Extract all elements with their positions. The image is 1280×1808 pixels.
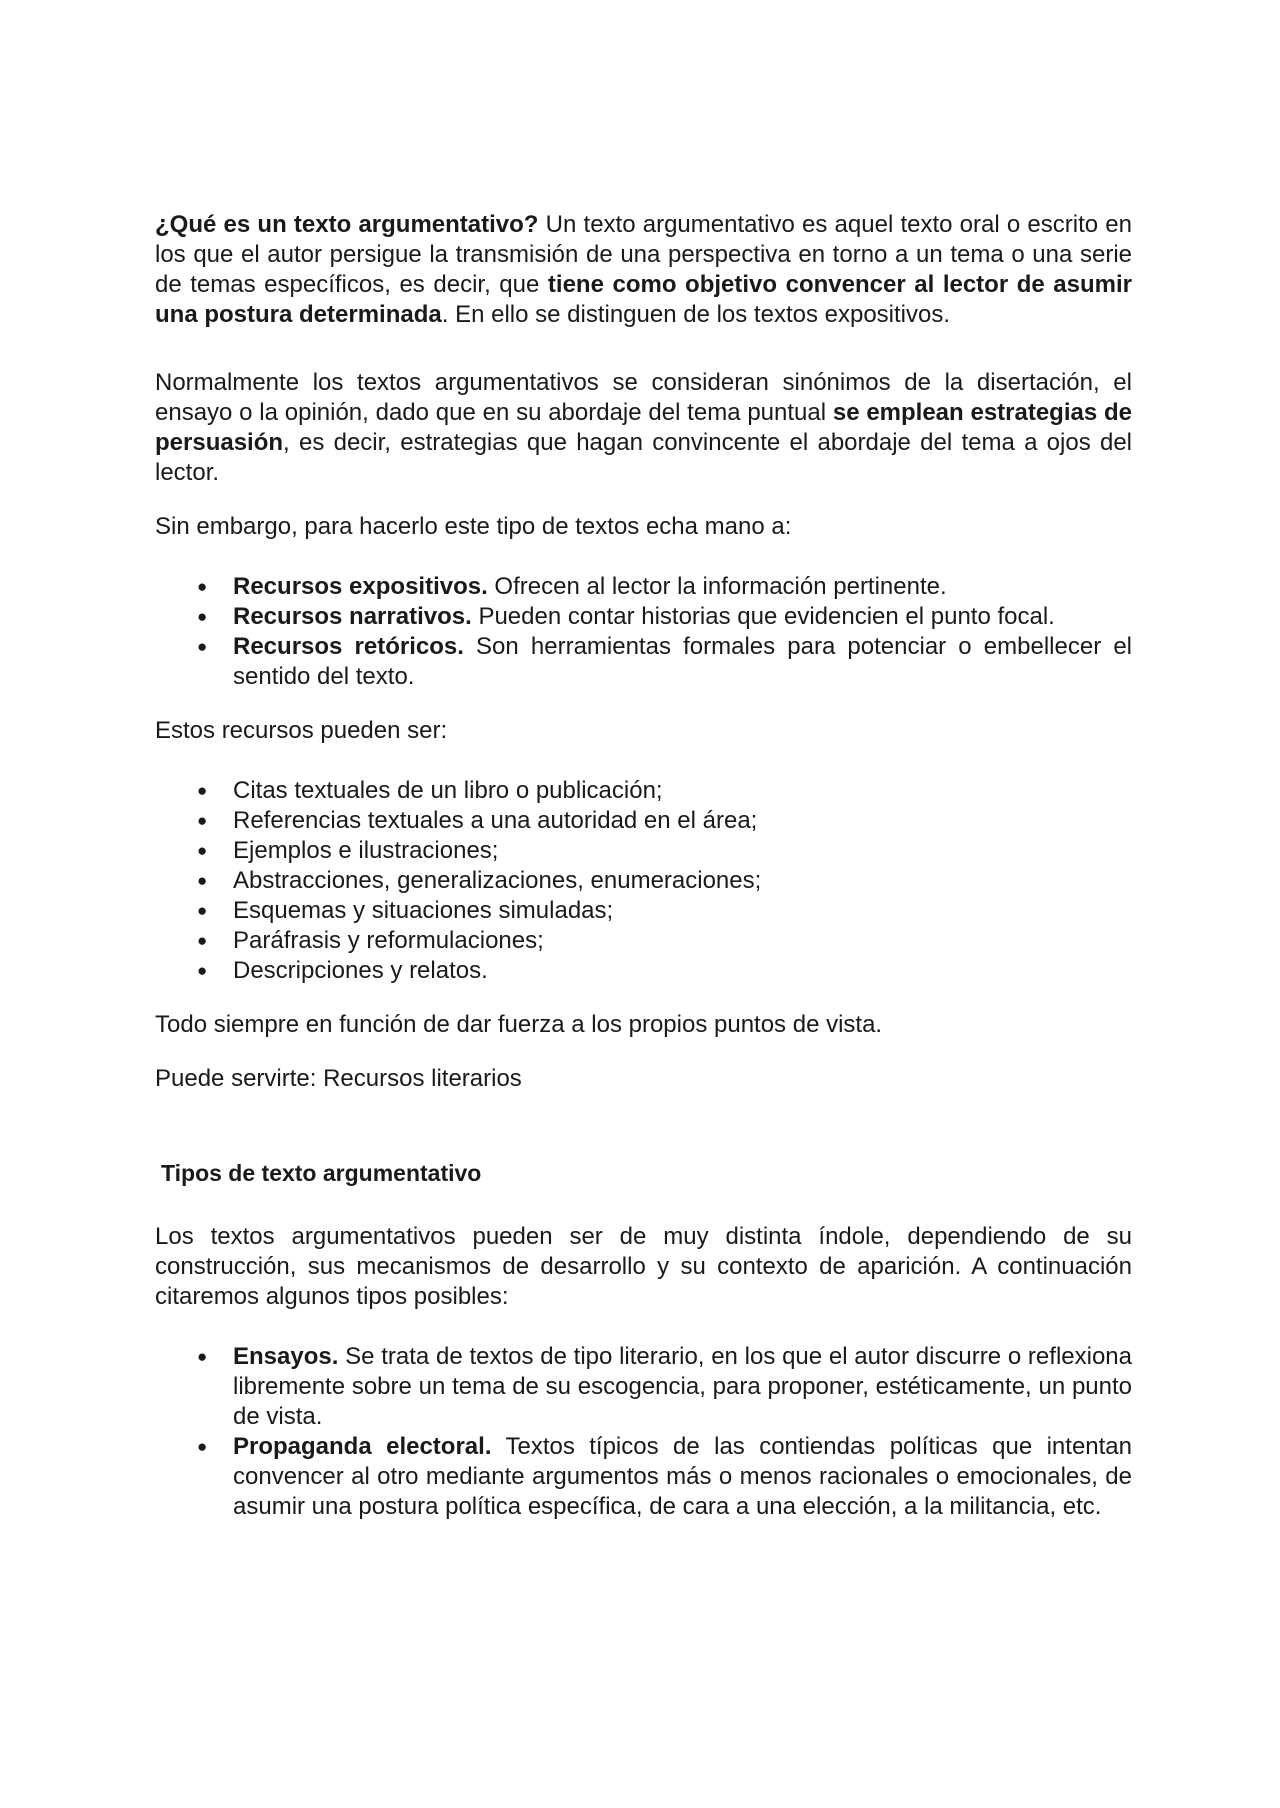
bullet: ● [197, 931, 208, 950]
list-item: ● Recursos narrativos. Pueden contar historias que evidencien el punto focal. [197, 603, 1055, 630]
bullet: ● [197, 1437, 208, 1456]
persuasion-paragraph: Normalmente los textos argumentativos se consideran sinónimos de la disertación, el ensayo o la opinión, dado que en su abordaje del tema puntual se emplean estrategias de persuasión, es decir, estrategias que hagan convincente el abordaje del tema a ojos del lector. [155, 369, 1132, 486]
intro-question: ¿Qué es un texto argumentativo? [155, 211, 539, 238]
bullet: ● [197, 961, 208, 980]
bullet: ● [197, 781, 208, 800]
bullet: ● [197, 871, 208, 890]
intro-paragraph: ¿Qué es un texto argumentativo? Un texto argumentativo es aquel texto oral o escrito en los que el autor persigue la transmisión de una perspectiva en torno a un tema o una serie de temas específicos, es decir, que tiene como objetivo convencer al lector de asumir una postura determinada. En ello se distinguen de los textos expositivos. [155, 211, 1133, 328]
types-intro: Los textos argumentativos pueden ser de muy distinta índole, dependiendo de su construcción, sus mecanismos de desarrollo y su contexto de aparición. A continuación citaremos algunos tipos posibles: [155, 1223, 1132, 1310]
section-heading: Tipos de texto argumentativo [161, 1160, 482, 1186]
related-link-line: Puede servirte: Recursos literarios [155, 1065, 522, 1092]
list-item: ● Ensayos. Se trata de textos de tipo literario, en los que el autor discurre o reflexiona libremente sobre un tema de su escogencia, para proponer, estéticamente, un punto de vista. [197, 1343, 1132, 1430]
list-item: ● Descripciones y relatos. [197, 957, 488, 984]
document-body [155, 210, 1132, 1522]
bullet: ● [197, 841, 208, 860]
types-list [155, 1342, 1132, 1522]
bullet: ● [197, 637, 208, 656]
list-item: ● Ejemplos e ilustraciones; [197, 837, 499, 864]
summary-paragraph: Todo siempre en función de dar fuerza a los propios puntos de vista. [155, 1011, 883, 1038]
resources-intro: Sin embargo, para hacerlo este tipo de textos echa mano a: [155, 513, 792, 540]
list-item: ● Propaganda electoral. Textos típicos de las contiendas políticas que intentan convencer al otro mediante argumentos más o menos racionales o emocionales, de asumir una postura política específica, de cara a una elección, a la militancia, etc. [197, 1433, 1133, 1520]
list-item: ● Recursos expositivos. Ofrecen al lector la información pertinente. [197, 573, 947, 600]
list-item: ● Referencias textuales a una autoridad en el área; [197, 807, 758, 834]
bullet: ● [197, 901, 208, 920]
list-item: ● Citas textuales de un libro o publicación; [197, 777, 663, 804]
list-item: ● Abstracciones, generalizaciones, enumeraciones; [197, 867, 762, 894]
bullet: ● [197, 577, 208, 596]
recursos-intro: Estos recursos pueden ser: [155, 717, 448, 744]
list-item: ● Paráfrasis y reformulaciones; [197, 927, 544, 954]
recursos-list [155, 776, 1132, 986]
bullet: ● [197, 1347, 208, 1366]
list-item: ● Esquemas y situaciones simuladas; [197, 897, 614, 924]
bullet: ● [197, 607, 208, 626]
resources-list [155, 572, 1132, 692]
list-item: ● Recursos retóricos. Son herramientas formales para potenciar o embellecer el sentido del texto. [197, 633, 1133, 690]
bullet: ● [197, 811, 208, 830]
